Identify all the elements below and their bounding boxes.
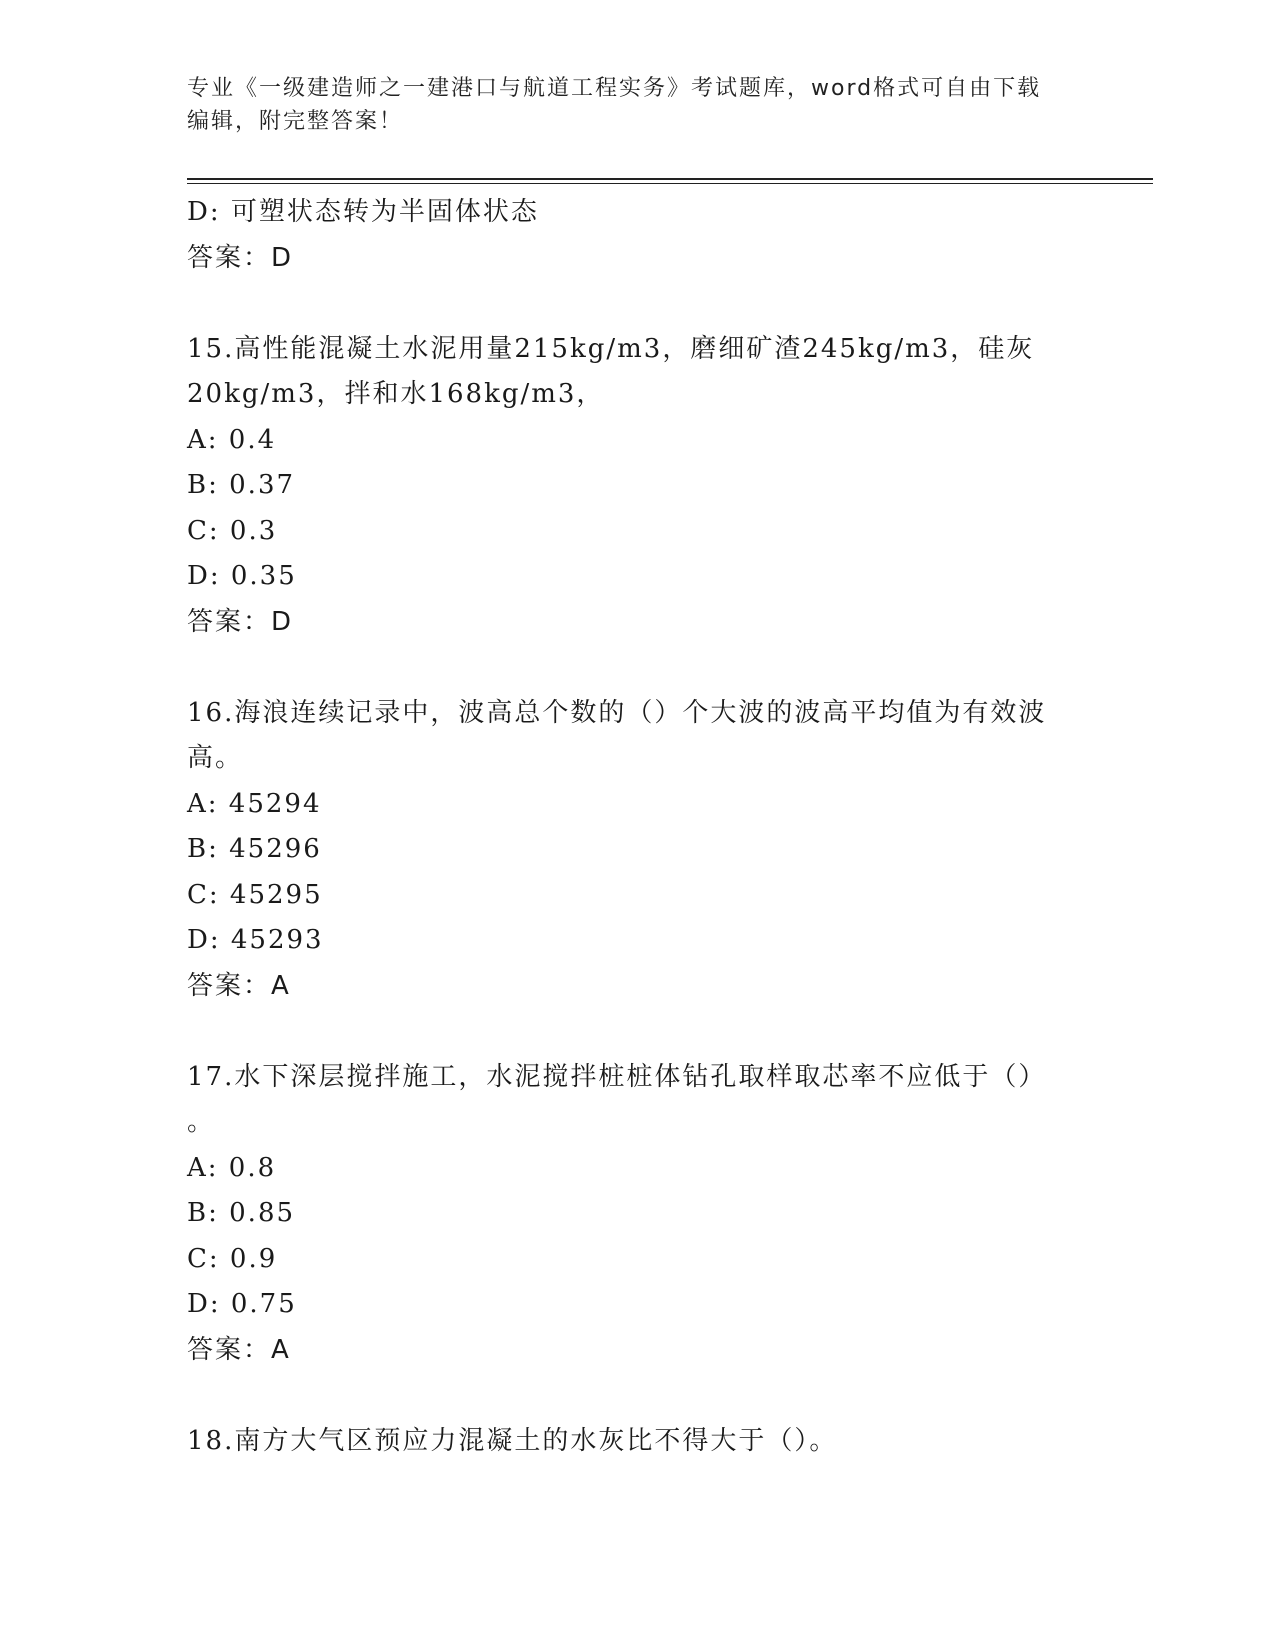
spacer bbox=[187, 645, 1087, 691]
option-d: D: 45293 bbox=[187, 925, 324, 955]
question-16 bbox=[187, 691, 1087, 1010]
option-c: C: 0.3 bbox=[187, 515, 278, 546]
option-a: A: 45294 bbox=[187, 788, 322, 819]
option-d: D: 0.75 bbox=[187, 1289, 297, 1319]
question-text-line-1: 16.海浪连续记录中，波高总个数的（）个大波的波高平均值为有效波 bbox=[187, 697, 1047, 728]
prev-option-d: D: 可塑状态转为半固体状态 bbox=[187, 197, 539, 227]
question-text-line-2: 20kg/m3，拌和水168kg/m3， bbox=[187, 379, 605, 409]
question-text-line-1: 17.水下深层搅拌施工，水泥搅拌桩桩体钻孔取样取芯率不应低于（） bbox=[187, 1061, 1047, 1092]
option-b: B: 0.85 bbox=[187, 1198, 296, 1228]
question-text-line-1: 18.南方大气区预应力混凝土的水灰比不得大于（）。 bbox=[187, 1425, 838, 1456]
answer: 答案：A bbox=[187, 1334, 291, 1365]
question-17 bbox=[187, 1055, 1087, 1374]
question-list bbox=[187, 190, 1087, 1464]
prev-answer: 答案：D bbox=[187, 242, 294, 273]
page-header bbox=[187, 72, 1087, 138]
option-d: D: 0.35 bbox=[187, 561, 297, 591]
spacer bbox=[187, 1009, 1087, 1055]
header-line-1: 专业《一级建造师之一建港口与航道工程实务》考试题库，word格式可自由下载 bbox=[187, 76, 1042, 101]
answer: 答案：D bbox=[187, 606, 294, 637]
header-divider-thick bbox=[187, 178, 1153, 180]
spacer bbox=[187, 1373, 1087, 1419]
question-15 bbox=[187, 327, 1087, 646]
question-18 bbox=[187, 1419, 1087, 1465]
option-b: B: 0.37 bbox=[187, 470, 296, 500]
question-text-line-1: 15.高性能混凝土水泥用量215kg/m3，磨细矿渣245kg/m3，硅灰 bbox=[187, 333, 1035, 364]
option-c: C: 45295 bbox=[187, 879, 323, 910]
option-a: A: 0.8 bbox=[187, 1152, 277, 1183]
option-c: C: 0.9 bbox=[187, 1243, 278, 1274]
question-text-line-2: 高。 bbox=[187, 743, 244, 773]
spacer bbox=[187, 281, 1087, 327]
option-b: B: 45296 bbox=[187, 834, 322, 864]
header-divider-thin bbox=[187, 183, 1153, 184]
answer: 答案：A bbox=[187, 970, 291, 1001]
option-a: A: 0.4 bbox=[187, 424, 277, 455]
header-line-2: 编辑，附完整答案！ bbox=[187, 109, 404, 134]
question-text-line-2: 。 bbox=[187, 1107, 216, 1137]
